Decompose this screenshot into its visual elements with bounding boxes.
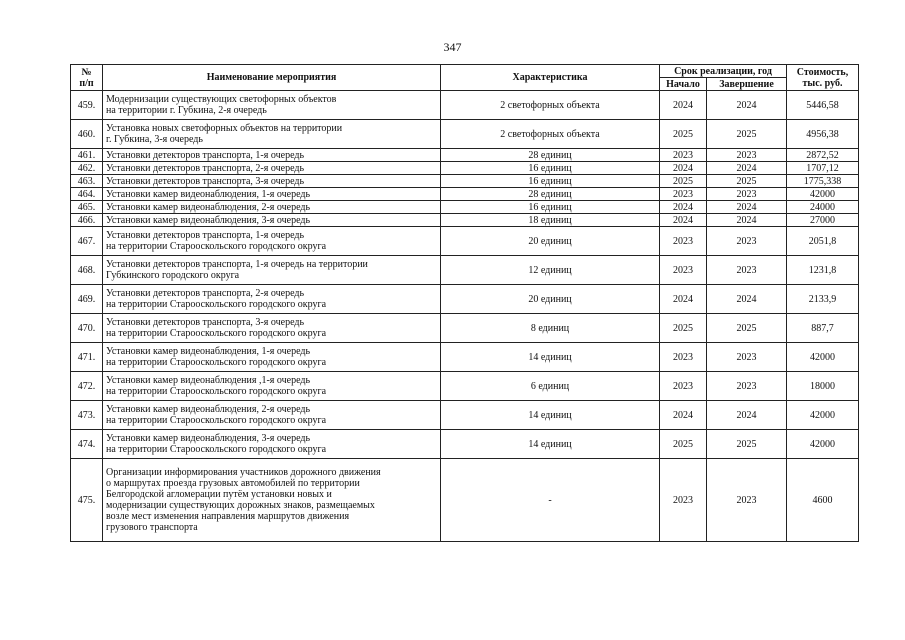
header-end: Завершение — [707, 78, 787, 91]
row-name-line: Губкинского городского округа — [106, 270, 240, 281]
row-name — [103, 214, 441, 227]
row-characteristic: 2 светофорных объекта — [441, 120, 660, 149]
row-start-year: 2023 — [660, 343, 707, 372]
row-start-year: 2024 — [660, 201, 707, 214]
row-name — [103, 91, 441, 120]
row-end-year: 2025 — [707, 430, 787, 459]
row-name-line: Установки камер видеонаблюдения, 3-я очередь — [106, 214, 311, 226]
table-row — [71, 188, 859, 201]
row-start-year: 2024 — [660, 162, 707, 175]
table-row — [71, 149, 859, 162]
row-cost: 42000 — [787, 401, 859, 430]
table-row — [71, 227, 859, 256]
header-period: Срок реализации, год — [660, 65, 787, 78]
row-num: 473. — [71, 401, 103, 430]
row-name-line: на территории г. Губкина, 2-я очередь — [106, 105, 267, 116]
row-name-line: Установки детекторов транспорта, 1-я очередь — [106, 149, 305, 161]
row-end-year: 2023 — [707, 459, 787, 542]
row-end-year: 2023 — [707, 372, 787, 401]
row-cost: 5446,58 — [787, 91, 859, 120]
row-name-line: Установки камер видеонаблюдения, 2-я очередь — [106, 404, 311, 415]
row-name-line: на территории Старооскольского городского округа — [106, 444, 327, 455]
row-name-line: Установки камер видеонаблюдения, 2-я очередь — [106, 201, 311, 213]
row-end-year: 2024 — [707, 285, 787, 314]
row-name-line: г. Губкина, 3-я очередь — [106, 134, 203, 145]
row-start-year: 2024 — [660, 285, 707, 314]
header-characteristic: Характеристика — [441, 65, 660, 91]
row-cost: 2872,52 — [787, 149, 859, 162]
row-cost: 1775,338 — [787, 175, 859, 188]
row-characteristic: 14 единиц — [441, 430, 660, 459]
row-characteristic: 6 единиц — [441, 372, 660, 401]
row-end-year: 2023 — [707, 149, 787, 162]
row-end-year: 2025 — [707, 314, 787, 343]
row-name-line: Установки детекторов транспорта, 1-я очередь — [106, 230, 305, 241]
row-characteristic: 16 единиц — [441, 175, 660, 188]
activities-table — [70, 64, 859, 542]
table-row — [71, 120, 859, 149]
row-name — [103, 401, 441, 430]
row-name-line: Установки детекторов транспорта, 2-я очередь — [106, 162, 305, 174]
table-row — [71, 285, 859, 314]
row-name-line: Установки детекторов транспорта, 2-я очередь — [106, 288, 305, 299]
row-name-line: на территории Старооскольского городского округа — [106, 386, 327, 397]
row-num: 465. — [71, 201, 103, 214]
row-num: 474. — [71, 430, 103, 459]
row-cost: 42000 — [787, 188, 859, 201]
row-name-line: возле мест изменения направления маршрутов движения — [106, 511, 350, 522]
row-characteristic: 14 единиц — [441, 343, 660, 372]
row-name-line: Организации информирования участников дорожного движения — [106, 467, 381, 478]
row-characteristic: - — [441, 459, 660, 542]
table-row — [71, 91, 859, 120]
row-end-year: 2024 — [707, 401, 787, 430]
row-cost: 27000 — [787, 214, 859, 227]
row-characteristic: 18 единиц — [441, 214, 660, 227]
row-num: 461. — [71, 149, 103, 162]
table-row — [71, 343, 859, 372]
row-cost: 18000 — [787, 372, 859, 401]
row-num: 470. — [71, 314, 103, 343]
row-name — [103, 372, 441, 401]
row-end-year: 2024 — [707, 162, 787, 175]
row-start-year: 2024 — [660, 91, 707, 120]
row-name-line: Установки детекторов транспорта, 3-я очередь — [106, 317, 305, 328]
row-cost: 1707,12 — [787, 162, 859, 175]
row-cost: 2051,8 — [787, 227, 859, 256]
table-row — [71, 372, 859, 401]
row-name-line: Установка новых светофорных объектов на территории — [106, 123, 343, 134]
table-row — [71, 201, 859, 214]
row-characteristic: 28 единиц — [441, 149, 660, 162]
row-name — [103, 120, 441, 149]
row-start-year: 2024 — [660, 214, 707, 227]
row-end-year: 2025 — [707, 120, 787, 149]
row-start-year: 2025 — [660, 120, 707, 149]
row-cost: 4600 — [787, 459, 859, 542]
row-name-line: на территории Старооскольского городского округа — [106, 241, 327, 252]
table-row — [71, 401, 859, 430]
row-num: 469. — [71, 285, 103, 314]
table-row — [71, 162, 859, 175]
row-name — [103, 201, 441, 214]
row-end-year: 2023 — [707, 256, 787, 285]
row-end-year: 2025 — [707, 175, 787, 188]
row-name-line: Установки камер видеонаблюдения, 1-я очередь — [106, 346, 311, 357]
row-cost: 2133,9 — [787, 285, 859, 314]
row-characteristic: 8 единиц — [441, 314, 660, 343]
header-name: Наименование мероприятия — [103, 65, 441, 91]
row-name-line: о маршрутах проезда грузовых автомобилей по территории — [106, 478, 360, 489]
row-characteristic: 12 единиц — [441, 256, 660, 285]
row-cost: 1231,8 — [787, 256, 859, 285]
row-characteristic: 16 единиц — [441, 201, 660, 214]
table-row — [71, 256, 859, 285]
row-start-year: 2023 — [660, 149, 707, 162]
row-end-year: 2023 — [707, 227, 787, 256]
row-start-year: 2023 — [660, 256, 707, 285]
row-end-year: 2023 — [707, 343, 787, 372]
row-num: 475. — [71, 459, 103, 542]
row-name-line: на территории Старооскольского городского округа — [106, 357, 327, 368]
row-start-year: 2025 — [660, 430, 707, 459]
row-name — [103, 227, 441, 256]
row-name — [103, 343, 441, 372]
row-name-line: Модернизации существующих светофорных объектов — [106, 94, 337, 105]
row-start-year: 2024 — [660, 401, 707, 430]
table-row — [71, 459, 859, 542]
row-cost: 887,7 — [787, 314, 859, 343]
row-name-line: Установки детекторов транспорта, 1-я очередь на территории — [106, 259, 368, 270]
row-name — [103, 162, 441, 175]
page-number: 347 — [443, 40, 462, 54]
row-characteristic: 28 единиц — [441, 188, 660, 201]
row-num: 467. — [71, 227, 103, 256]
row-name-line: Установки камер видеонаблюдения, 3-я очередь — [106, 433, 311, 444]
row-characteristic: 2 светофорных объекта — [441, 91, 660, 120]
row-num: 459. — [71, 91, 103, 120]
row-name — [103, 149, 441, 162]
row-num: 463. — [71, 175, 103, 188]
row-name — [103, 459, 441, 542]
row-name-line: на территории Старооскольского городского округа — [106, 415, 327, 426]
header-num: № п/п — [71, 65, 103, 91]
row-name-line: модернизации существующих дорожных знаков, размещаемых — [106, 500, 375, 511]
header-start: Начало — [660, 78, 707, 91]
table-row — [71, 214, 859, 227]
table-row — [71, 175, 859, 188]
row-name — [103, 188, 441, 201]
row-name — [103, 314, 441, 343]
row-cost: 4956,38 — [787, 120, 859, 149]
row-start-year: 2025 — [660, 175, 707, 188]
header-cost: Стоимость, тыс. руб. — [787, 65, 859, 91]
row-end-year: 2024 — [707, 91, 787, 120]
row-end-year: 2024 — [707, 201, 787, 214]
row-name-line: на территории Старооскольского городского округа — [106, 328, 327, 339]
row-num: 468. — [71, 256, 103, 285]
row-start-year: 2023 — [660, 188, 707, 201]
row-name-line: Установки камер видеонаблюдения, 1-я очередь — [106, 188, 311, 200]
row-name-line: Установки камер видеонаблюдения ,1-я очередь — [106, 375, 311, 386]
row-name — [103, 285, 441, 314]
row-cost: 24000 — [787, 201, 859, 214]
row-num: 472. — [71, 372, 103, 401]
table-row — [71, 430, 859, 459]
row-name — [103, 256, 441, 285]
row-name-line: Белгородской агломерации путём установки новых и — [106, 489, 332, 500]
row-start-year: 2025 — [660, 314, 707, 343]
row-name — [103, 430, 441, 459]
row-name-line: на территории Старооскольского городского округа — [106, 299, 327, 310]
row-end-year: 2023 — [707, 188, 787, 201]
row-num: 462. — [71, 162, 103, 175]
row-num: 460. — [71, 120, 103, 149]
row-num: 466. — [71, 214, 103, 227]
row-characteristic: 16 единиц — [441, 162, 660, 175]
row-characteristic: 14 единиц — [441, 401, 660, 430]
table-row — [71, 314, 859, 343]
header-row — [71, 65, 859, 78]
row-start-year: 2023 — [660, 227, 707, 256]
row-start-year: 2023 — [660, 372, 707, 401]
row-cost: 42000 — [787, 430, 859, 459]
table-body — [71, 91, 859, 542]
row-name — [103, 175, 441, 188]
row-name-line: Установки детекторов транспорта, 3-я очередь — [106, 175, 305, 187]
row-end-year: 2024 — [707, 214, 787, 227]
row-cost: 42000 — [787, 343, 859, 372]
row-name-line: грузового транспорта — [106, 522, 198, 533]
row-characteristic: 20 единиц — [441, 227, 660, 256]
row-num: 464. — [71, 188, 103, 201]
row-start-year: 2023 — [660, 459, 707, 542]
row-characteristic: 20 единиц — [441, 285, 660, 314]
row-num: 471. — [71, 343, 103, 372]
